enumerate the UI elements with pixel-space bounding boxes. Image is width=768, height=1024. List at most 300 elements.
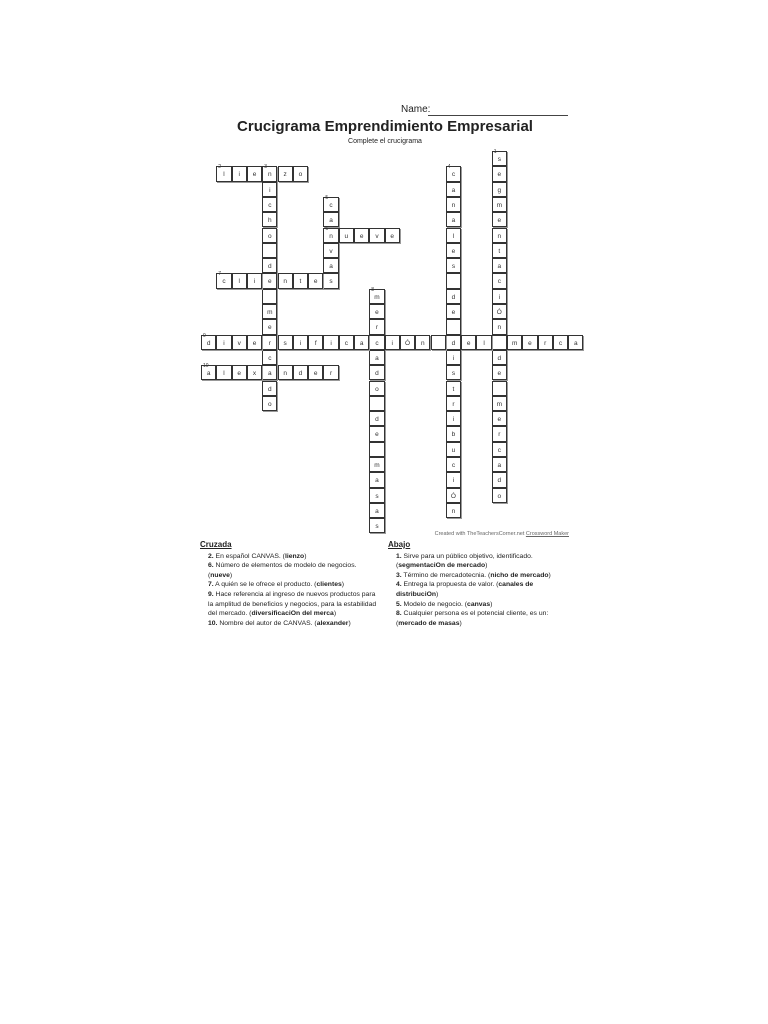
down-clue (388, 552, 568, 571)
cell-letter: s (451, 370, 456, 378)
cell-letter: r (544, 339, 547, 347)
cell-letter: a (497, 263, 502, 271)
crossword-cell[interactable] (492, 365, 507, 380)
cell-letter: v (329, 247, 333, 255)
clue-answer: mercado de masas (398, 619, 460, 627)
clue-number: 4 (447, 164, 451, 171)
crossword-cell[interactable] (262, 273, 277, 288)
crossword-cell[interactable] (492, 396, 507, 411)
clue-close: ) (341, 581, 345, 589)
down-clue (388, 600, 568, 610)
crossword-cell[interactable] (385, 228, 400, 243)
cell-letter: c (497, 278, 501, 286)
crossword-cell[interactable] (446, 472, 461, 487)
cell-letter: d (451, 293, 456, 301)
clue-num: 1. (396, 552, 402, 560)
crossword-cell[interactable] (461, 335, 476, 350)
crossword-cell[interactable] (369, 472, 384, 487)
cell-letter: n (268, 171, 272, 179)
cell-letter: a (268, 370, 272, 378)
crossword-cell[interactable] (369, 286, 384, 304)
crossword-cell[interactable] (446, 442, 461, 457)
page-subtitle: Complete el crucigrama (348, 138, 422, 145)
crossword-cell[interactable] (446, 396, 461, 411)
across-list (200, 552, 380, 629)
clue-close: ) (333, 610, 337, 618)
crossword-cell[interactable] (262, 258, 277, 273)
crossword-cell[interactable] (369, 503, 384, 518)
crossword-cell[interactable] (308, 365, 323, 380)
crossword-cell[interactable] (262, 304, 277, 319)
cell-letter: e (466, 339, 471, 347)
clue-text: Modelo de negocio. ( (401, 600, 468, 608)
cell-letter: a (497, 462, 502, 469)
crossword-cell[interactable] (492, 350, 507, 365)
crossword-cell[interactable] (262, 243, 277, 258)
crossword-cell[interactable] (492, 411, 507, 426)
crossword-cell[interactable] (262, 212, 277, 227)
cell-letter: n (283, 278, 287, 286)
crossword-cell[interactable] (492, 151, 507, 166)
crossword-cell[interactable] (369, 457, 384, 472)
clue-close: ) (459, 619, 462, 627)
down-clues (388, 540, 568, 628)
clue-answer: alexander (316, 619, 349, 627)
crossword-cell[interactable] (522, 335, 537, 350)
cell-letter: d (451, 339, 456, 347)
crossword-cell[interactable] (278, 273, 293, 288)
crossword-cell[interactable] (415, 335, 430, 350)
cell-letter: g (497, 186, 502, 194)
credit-text: Created with TheTeachersCorner.net (434, 531, 525, 537)
crossword-cell[interactable] (247, 273, 262, 288)
clue-text: Entrega la propuesta de valor. ( (401, 581, 499, 589)
cell-letter: o (298, 171, 303, 179)
crossword-cell[interactable] (262, 381, 277, 396)
crossword-cell[interactable] (308, 273, 323, 288)
cell-letter: r (268, 339, 271, 347)
cell-letter: d (497, 354, 502, 362)
clue-num: 6. (208, 562, 214, 570)
clue-number: 6 (325, 225, 329, 232)
crossword-cell[interactable] (262, 396, 277, 411)
cell-letter: s (375, 492, 379, 500)
crossword-cell[interactable] (446, 411, 461, 426)
clue-num: 9. (208, 590, 214, 598)
cell-letter: c (268, 354, 272, 362)
crossword-cell[interactable] (492, 166, 507, 181)
cell-letter: l (483, 339, 485, 347)
crossword-cell[interactable] (247, 335, 262, 350)
crossword-cell[interactable] (369, 228, 384, 243)
cell-letter: e (252, 339, 257, 347)
cell-letter: i (299, 339, 302, 347)
crossword-cell[interactable] (232, 166, 247, 181)
crossword-cell[interactable] (446, 166, 461, 181)
cell-letter: a (329, 217, 333, 225)
cell-letter: n (497, 232, 502, 240)
crossword-cell[interactable] (446, 319, 461, 334)
crossword-cell[interactable] (492, 258, 507, 273)
crossword-cell[interactable] (446, 212, 461, 227)
cell-letter: e (237, 370, 242, 378)
crossword-cell[interactable] (354, 228, 369, 243)
clue-number: 2 (218, 164, 222, 171)
cell-letter: a (375, 354, 379, 362)
down-heading: Abajo (388, 540, 411, 549)
clue-close: ) (548, 571, 551, 579)
cell-letter: u (451, 446, 456, 454)
clue-text: A quién se le ofrece el producto. ( (213, 581, 317, 589)
clue-close: ) (490, 600, 493, 608)
cell-letter: m (374, 293, 380, 301)
clue-num: 2. (208, 552, 214, 560)
cell-letter: d (375, 370, 379, 378)
crossword-cell[interactable] (446, 365, 461, 380)
crossword-cell[interactable] (278, 166, 293, 181)
crossword-cell[interactable] (492, 182, 507, 197)
crossword-cell[interactable] (293, 335, 308, 350)
cell-letter: a (375, 507, 379, 515)
crossword-cell[interactable] (492, 335, 507, 350)
cell-letter: n (329, 232, 333, 240)
clue-answer: canvas (467, 600, 491, 608)
cell-letter: Ó (496, 309, 502, 316)
crossword-cell[interactable] (492, 457, 507, 472)
crossword-cell[interactable] (247, 365, 262, 380)
cell-letter: o (268, 400, 272, 408)
crossword-cell[interactable] (278, 365, 293, 380)
crossword-cell[interactable] (492, 304, 507, 319)
crossword-cell[interactable] (492, 197, 507, 212)
crossword-cell[interactable] (492, 381, 507, 396)
cell-letter: l (238, 278, 240, 286)
cell-letter: r (452, 400, 455, 408)
cell-letter: e (528, 339, 532, 347)
cell-letter: e (313, 278, 318, 286)
cell-letter: m (496, 400, 503, 408)
crossword-cell[interactable] (446, 289, 461, 304)
cell-letter: t (452, 385, 455, 393)
across-clue (200, 552, 380, 562)
cell-letter: v (237, 339, 241, 347)
cell-letter: i (452, 477, 455, 485)
cell-letter: s (497, 156, 501, 163)
cell-letter: m (374, 462, 380, 469)
cell-letter: t (498, 247, 501, 255)
crossword-cell[interactable] (293, 166, 308, 181)
cell-letter: s (329, 278, 333, 286)
crossword-cell[interactable] (492, 426, 507, 441)
crossword-cell[interactable] (446, 182, 461, 197)
crossword-cell[interactable] (446, 426, 461, 441)
crossword-cell[interactable] (400, 335, 415, 350)
cell-letter: i (269, 186, 271, 194)
cell-letter: Ó (450, 492, 456, 500)
cell-letter: s (375, 523, 379, 531)
crossword-cell[interactable] (369, 381, 384, 396)
crossword-cell[interactable] (446, 243, 461, 258)
crossword-cell[interactable] (446, 304, 461, 319)
crossword-cell[interactable] (446, 503, 461, 518)
cell-letter: d (497, 477, 502, 485)
clue-text: En español CANVAS. ( (213, 552, 285, 560)
cell-letter: a (206, 370, 211, 378)
cell-letter: z (283, 171, 287, 179)
cell-letter: c (268, 201, 272, 209)
cell-letter: Ó (405, 339, 411, 347)
cell-letter: c (497, 446, 501, 454)
cell-letter: e (252, 171, 257, 179)
cell-letter: c (222, 278, 226, 286)
crossword-cell[interactable] (446, 228, 461, 243)
crossword-cell[interactable] (369, 411, 384, 426)
clue-text: Hace referencia al ingreso de nuevos productos para la amplitud de beneficios y negocios, para la estabilidad del mercado. ( (208, 590, 377, 618)
crossword-cell[interactable] (262, 182, 277, 197)
crossword-cell[interactable] (492, 488, 507, 503)
cell-letter: d (268, 263, 272, 271)
clue-answer: clientes (316, 581, 342, 589)
crossword-cell[interactable] (262, 365, 277, 380)
cell-letter: e (451, 309, 456, 316)
crossword-cell[interactable] (446, 335, 461, 350)
clue-close: ) (304, 552, 307, 560)
crossword-cell[interactable] (262, 289, 277, 304)
clue-number: 7 (218, 271, 222, 278)
crossword-cell[interactable] (354, 335, 369, 350)
cell-letter: a (329, 263, 333, 271)
cell-letter: n (283, 370, 287, 378)
cell-letter: c (329, 201, 333, 209)
crossword-cell[interactable] (232, 273, 247, 288)
crossword-cell[interactable] (385, 335, 400, 350)
down-clue (388, 571, 568, 581)
down-clue (388, 580, 568, 599)
crossword-cell[interactable] (247, 166, 262, 181)
clue-answer: lienzo (284, 552, 305, 560)
cell-letter: e (451, 247, 456, 255)
cell-letter: b (451, 431, 456, 439)
crossword-cell[interactable] (262, 319, 277, 334)
cell-letter: f (314, 339, 317, 347)
crossword-cell[interactable] (568, 335, 583, 350)
cell-letter: a (375, 477, 379, 485)
cell-letter: o (268, 232, 272, 240)
cell-letter: a (451, 217, 456, 225)
crossword-cell[interactable] (369, 365, 384, 380)
cell-letter: e (375, 431, 379, 439)
cell-letter: l (452, 232, 455, 240)
crossword-cell[interactable] (369, 304, 384, 319)
crossword-cell[interactable] (323, 194, 338, 212)
crossword-cell[interactable] (308, 335, 323, 350)
cell-letter: x (252, 370, 257, 378)
cell-letter: i (238, 171, 240, 179)
credit-link[interactable]: Crossword Maker (525, 531, 569, 537)
crossword-cell[interactable] (492, 289, 507, 304)
cell-letter: c (375, 339, 379, 347)
clue-number: 8 (371, 286, 375, 293)
cell-letter: a (574, 339, 578, 347)
crossword-cell[interactable] (339, 335, 354, 350)
clue-text: Cualquier persona es el potencial cliente, es un: ( (396, 610, 549, 627)
cell-letter: i (498, 293, 501, 301)
clue-answer: diversificaciOn del merca (251, 610, 334, 618)
crossword-cell[interactable] (232, 365, 247, 380)
cell-letter: i (223, 339, 225, 347)
clue-num: 5. (396, 600, 402, 608)
crossword-cell[interactable] (216, 365, 231, 380)
cell-letter: i (391, 339, 393, 347)
cell-letter: r (498, 431, 501, 439)
crossword-cell[interactable] (492, 212, 507, 227)
cell-letter: c (451, 171, 456, 179)
crossword-cell[interactable] (369, 335, 384, 350)
clue-num: 10. (208, 619, 218, 627)
crossword-cell[interactable] (369, 319, 384, 334)
crossword-cell[interactable] (262, 350, 277, 365)
cell-letter: e (268, 278, 272, 286)
crossword-cell[interactable] (476, 335, 491, 350)
crossword-cell[interactable] (369, 350, 384, 365)
clue-close: ) (485, 562, 488, 570)
clue-number: 10 (203, 363, 209, 370)
crossword-cell[interactable] (323, 258, 338, 273)
clue-number: 3 (264, 164, 267, 171)
crossword-cell[interactable] (323, 273, 338, 288)
crossword-cell[interactable] (278, 335, 293, 350)
crossword-cell[interactable] (431, 335, 446, 350)
crossword-cell[interactable] (201, 365, 216, 380)
cell-letter: e (359, 232, 364, 240)
crossword-cell[interactable] (339, 228, 354, 243)
clue-text: Sirve para un público objetivo, identificado. ( (396, 552, 533, 570)
crossword-cell[interactable] (262, 197, 277, 212)
crossword-cell[interactable] (553, 335, 568, 350)
crossword-cell[interactable] (369, 442, 384, 457)
crossword-cell[interactable] (369, 518, 384, 533)
crossword-cell[interactable] (446, 258, 461, 273)
crossword-cell[interactable] (446, 350, 461, 365)
cell-letter: e (497, 370, 502, 378)
cell-letter: l (223, 171, 225, 179)
cell-letter: r (329, 370, 333, 378)
clue-text: Término de mercadotecnia. ( (401, 571, 491, 579)
crossword-cell[interactable] (369, 488, 384, 503)
crossword-cell[interactable] (323, 335, 338, 350)
cell-letter: c (558, 339, 563, 347)
cell-letter: t (299, 278, 302, 286)
name-label: Name: (401, 104, 431, 115)
page-title: Crucigrama Emprendimiento Empresarial (237, 118, 533, 135)
crossword-cell[interactable] (323, 365, 338, 380)
crossword-cell[interactable] (323, 243, 338, 258)
cell-letter: o (375, 385, 379, 393)
crossword-cell[interactable] (507, 335, 522, 350)
crossword-cell[interactable] (492, 472, 507, 487)
crossword-cell[interactable] (262, 166, 277, 181)
across-clue (200, 619, 380, 629)
clue-close: ) (436, 590, 439, 598)
clue-num: 7. (208, 581, 214, 589)
cell-letter: r (375, 324, 379, 332)
across-clues (200, 540, 380, 628)
down-list (388, 552, 568, 629)
crossword-cell[interactable] (446, 273, 461, 288)
crossword-cell[interactable] (492, 243, 507, 258)
cell-letter: c (344, 339, 348, 347)
cell-letter: n (497, 324, 502, 332)
clue-number: 1 (493, 149, 497, 155)
crossword-cell[interactable] (216, 166, 231, 181)
crossword-cell[interactable] (446, 197, 461, 212)
crossword-cell[interactable] (262, 335, 277, 350)
clue-answer: nicho de mercado (490, 571, 549, 579)
cell-letter: e (497, 171, 502, 179)
cell-letter: u (344, 232, 349, 240)
across-clue (200, 561, 380, 580)
clue-text: Nombre del autor de CANVAS. ( (217, 619, 317, 627)
crossword-cell[interactable] (446, 381, 461, 396)
cell-letter: e (268, 324, 272, 332)
clue-num: 8. (396, 610, 402, 618)
crossword-cell[interactable] (492, 442, 507, 457)
crossword-cell[interactable] (369, 396, 384, 411)
crossword-cell[interactable] (369, 426, 384, 441)
cell-letter: m (496, 201, 503, 209)
cell-letter: o (497, 492, 502, 500)
cell-letter: d (298, 370, 303, 378)
cell-letter: n (421, 339, 425, 347)
cell-letter: m (511, 339, 518, 347)
cell-letter: d (268, 385, 272, 393)
clue-num: 4. (396, 581, 402, 589)
crossword-cell[interactable] (232, 335, 247, 350)
crossword-cell[interactable] (201, 332, 216, 350)
crossword-cell[interactable] (492, 319, 507, 334)
crossword-cell[interactable] (538, 335, 553, 350)
cell-letter: s (283, 339, 287, 347)
crossword-cell[interactable] (323, 225, 338, 243)
cell-letter: m (267, 309, 273, 316)
cell-letter: e (313, 370, 318, 378)
cell-letter: i (253, 278, 256, 286)
cell-letter: d (206, 339, 211, 347)
crossword-cell[interactable] (262, 228, 277, 243)
crossword-cell[interactable] (216, 273, 231, 288)
cell-letter: e (497, 416, 502, 424)
cell-letter: h (268, 217, 272, 225)
cell-letter: n (451, 507, 456, 515)
crossword-cell[interactable] (446, 488, 461, 503)
cell-letter: c (451, 462, 456, 469)
cell-letter: i (452, 354, 455, 362)
across-clue (200, 590, 380, 619)
crossword-cell[interactable] (492, 273, 507, 288)
clue-close: ) (229, 571, 233, 579)
crossword-cell[interactable] (293, 273, 308, 288)
credit-line (420, 531, 569, 537)
cell-letter: e (390, 232, 395, 240)
across-heading: Cruzada (200, 540, 232, 549)
clue-answer: segmentaciOn de mercado (398, 562, 486, 570)
crossword-cell[interactable] (216, 335, 231, 350)
crossword-cell[interactable] (293, 365, 308, 380)
crossword-cell[interactable] (492, 228, 507, 243)
crossword-cell[interactable] (446, 457, 461, 472)
clue-close: ) (348, 619, 351, 627)
cell-letter: a (451, 186, 456, 194)
